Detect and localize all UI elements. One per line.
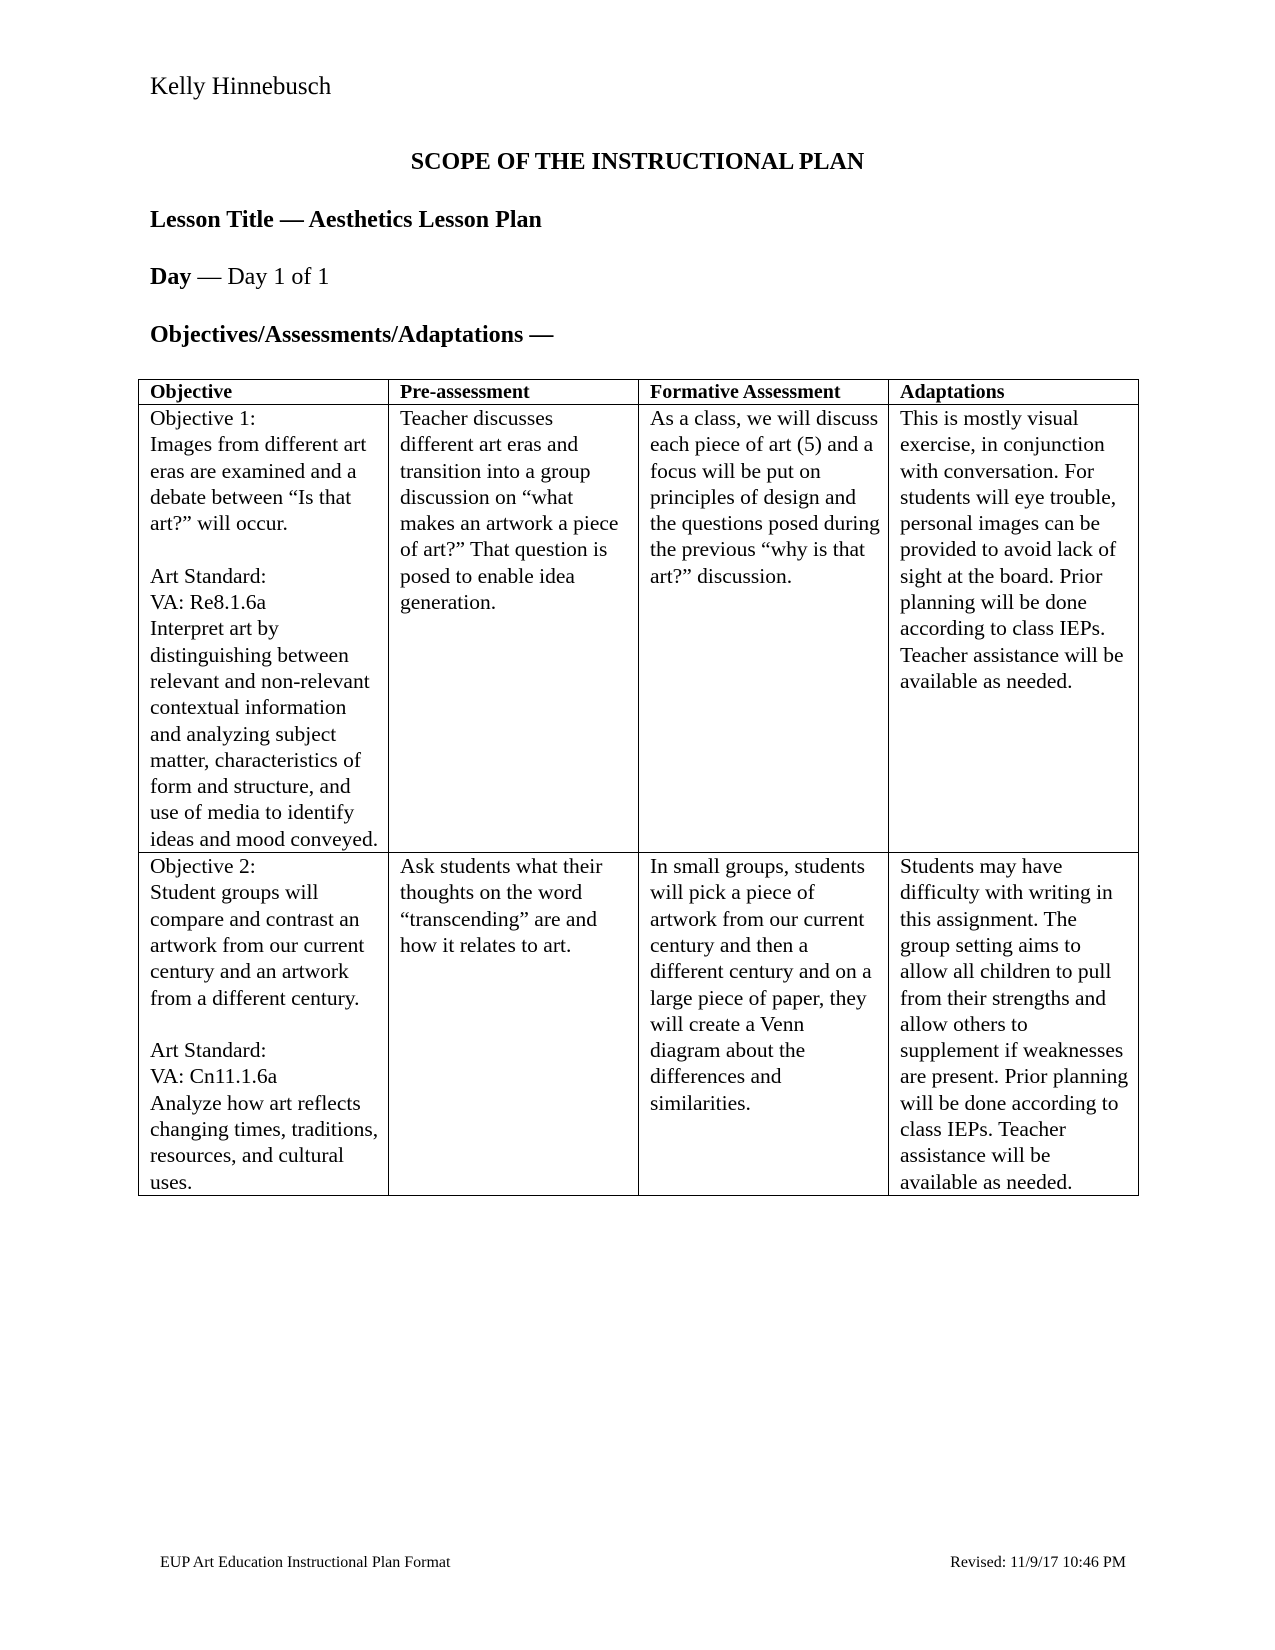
author-name: Kelly Hinnebusch	[150, 73, 332, 100]
adaptations-cell: This is mostly visual exercise, in conjunction with conversation. For students will eye trouble, personal images can be provided to avoid lack of sight at the board. Prior planning will be done according to class IEPs. Teacher assistance will be available as needed.	[889, 405, 1139, 853]
lesson-title-line	[150, 207, 542, 234]
formative-assessment-cell: As a class, we will discuss each piece of art (5) and a focus will be put on principles of design and the questions posed during the previous “why is that art?” discussion.	[639, 405, 889, 853]
column-header-formative-assessment: Formative Assessment	[639, 380, 889, 405]
page-title: SCOPE OF THE INSTRUCTIONAL PLAN	[410, 149, 865, 175]
day-line	[150, 264, 329, 291]
objectives-heading	[150, 322, 553, 349]
column-header-pre-assessment: Pre-assessment	[389, 380, 639, 405]
lesson-title-separator: —	[279, 207, 304, 233]
footer-format-label: EUP Art Education Instructional Plan Format	[160, 1554, 451, 1571]
objective-cell: Objective 2: Student groups will compare and contrast an artwork from our current century and an artwork from a different century. Art Standard: VA: Cn11.1.6a Analyze how art reflects changing times, traditions, resources, and cultural uses.	[139, 853, 389, 1196]
objectives-table	[138, 379, 1139, 1196]
pre-assessment-cell: Ask students what their thoughts on the word “transcending” are and how it relates to art.	[389, 853, 639, 1196]
table-header-row	[139, 380, 1139, 405]
lesson-title-label: Lesson Title	[150, 207, 274, 233]
table-row	[139, 405, 1139, 853]
column-header-objective: Objective	[139, 380, 389, 405]
day-label: Day	[150, 264, 192, 290]
formative-assessment-cell: In small groups, students will pick a piece of artwork from our current century and then a different century and on a large piece of paper, they will create a Venn diagram about the differences and similarities.	[639, 853, 889, 1196]
day-value: Day 1 of 1	[227, 264, 330, 290]
objective-cell: Objective 1: Images from different art eras are examined and a debate between “Is that art?” will occur. Art Standard: VA: Re8.1.6a Interpret art by distinguishing between relevant and non-relevant contextual information and analyzing subject matter, characteristics of form and structure, and use of media to identify ideas and mood conveyed.	[139, 405, 389, 853]
adaptations-cell: Students may have difficulty with writing in this assignment. The group setting aims to allow all children to pull from their strengths and allow others to supplement if weaknesses are present. Prior planning will be done according to class IEPs. Teacher assistance will be available as needed.	[889, 853, 1139, 1196]
objectives-heading-label: Objectives/Assessments/Adaptations	[150, 322, 524, 348]
footer-revised-date: Revised: 11/9/17 10:46 PM	[950, 1554, 1126, 1571]
pre-assessment-cell: Teacher discusses different art eras and transition into a group discussion on “what makes an artwork a piece of art?” That question is posed to enable idea generation.	[389, 405, 639, 853]
table-row	[139, 853, 1139, 1196]
day-separator: —	[197, 264, 222, 290]
objectives-heading-separator: —	[529, 322, 554, 348]
lesson-title-value: Aesthetics Lesson Plan	[308, 207, 542, 233]
column-header-adaptations: Adaptations	[889, 380, 1139, 405]
